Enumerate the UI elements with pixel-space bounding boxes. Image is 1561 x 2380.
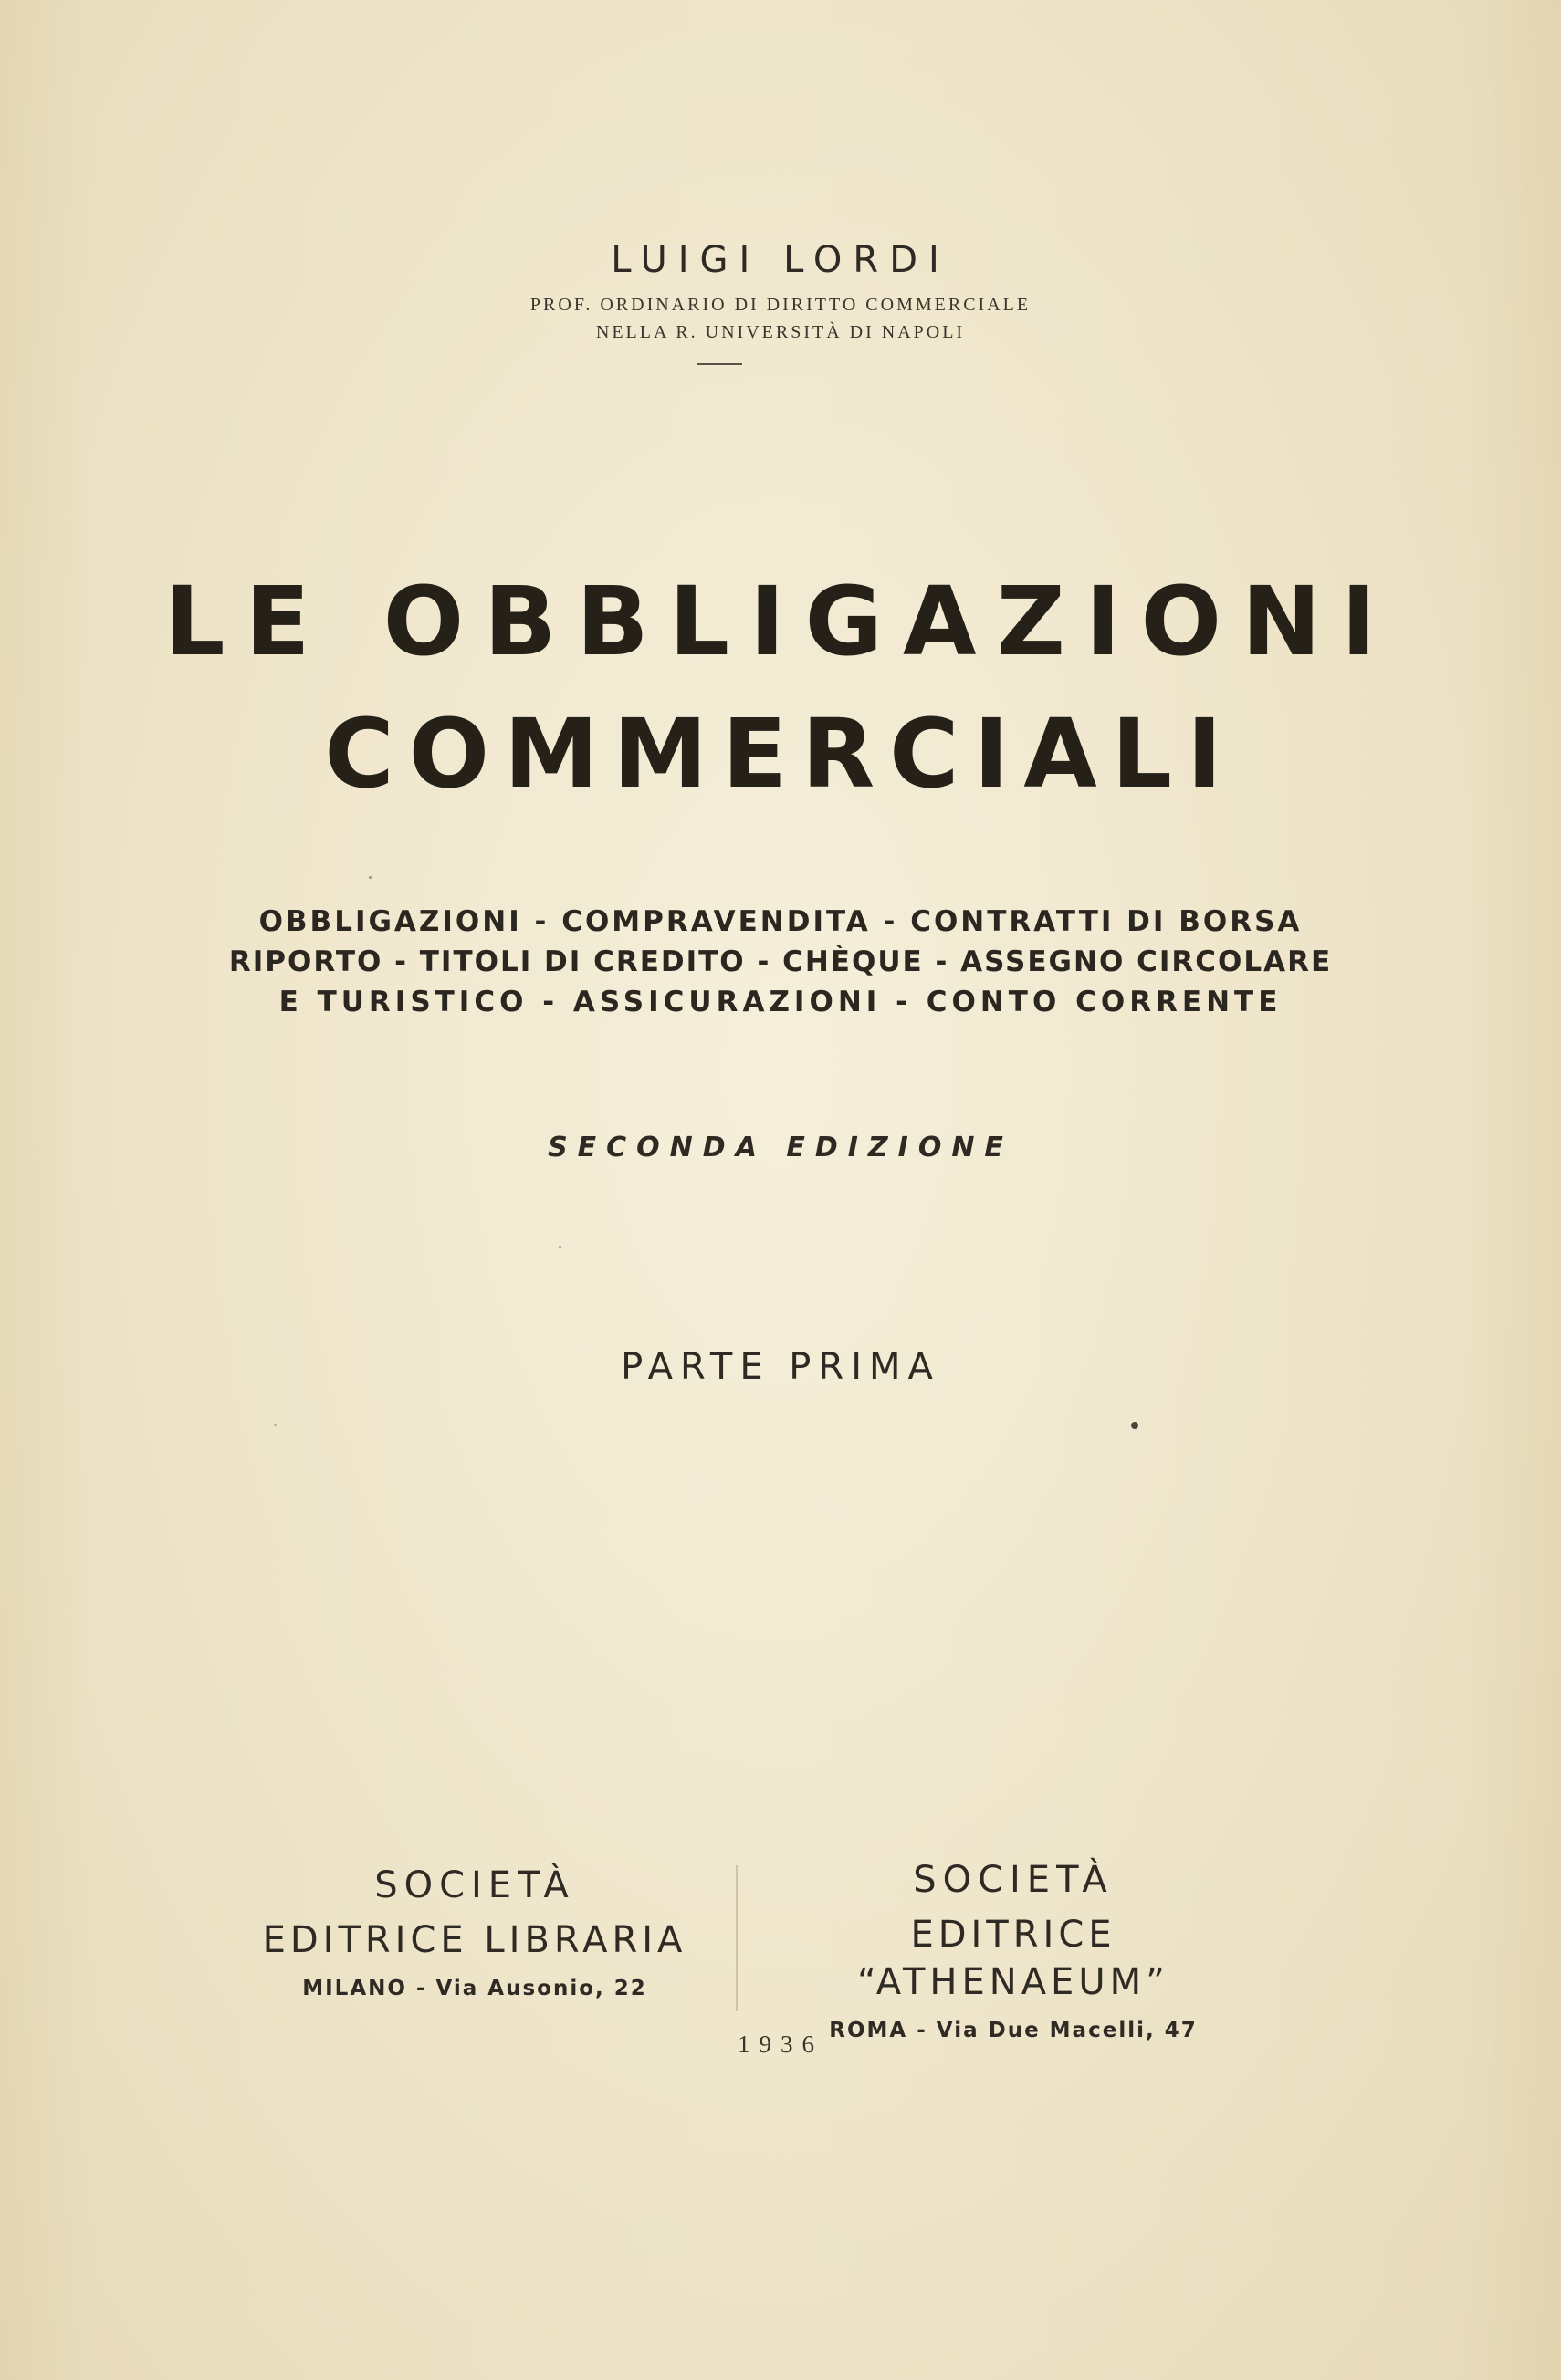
publisher-left-line-2: EDITRICE LIBRARIA	[262, 1919, 687, 1961]
publisher-left	[210, 1862, 739, 2000]
paper-speck	[1131, 1422, 1138, 1429]
book-title-line-1: LE OBBLIGAZIONI	[164, 566, 1397, 677]
paper-speck	[559, 1246, 561, 1248]
subjects-line-3: E TURISTICO - ASSICURAZIONI - CONTO CORRENTE	[278, 986, 1283, 1018]
subjects-line-1: OBBLIGAZIONI - COMPRAVENDITA - CONTRATTI DI BORSA	[258, 905, 1303, 938]
book-title-line-2: COMMERCIALI	[324, 698, 1237, 809]
publisher-left-line-1: SOCIETÀ	[374, 1864, 575, 1906]
author-name: LUIGI LORDI	[611, 239, 950, 281]
part-label: PARTE PRIMA	[621, 1346, 940, 1388]
author-affiliation-line-1: PROF. ORDINARIO DI DIRITTO COMMERCIALE	[529, 295, 1032, 315]
publisher-divider	[736, 1865, 738, 2011]
author-affiliation-line-2: NELLA R. UNIVERSITÀ DI NAPOLI	[595, 322, 966, 342]
publisher-right-line-1: SOCIETÀ	[913, 1859, 1114, 1901]
author-divider-rule	[697, 363, 742, 365]
paper-speck	[274, 1424, 277, 1426]
edition-label: SECONDA EDIZIONE	[548, 1132, 1013, 1164]
publication-year: 1936	[738, 2030, 823, 2058]
paper-speck	[369, 876, 372, 879]
publisher-right	[749, 1856, 1278, 2042]
publisher-right-line-2: EDITRICE “ATHENAEUM”	[857, 1914, 1169, 2003]
publisher-right-address: ROMA - Via Due Macelli, 47	[829, 2019, 1198, 2042]
subjects-line-2: RIPORTO - TITOLI DI CREDITO - CHÈQUE - ASSEGNO CIRCOLARE	[228, 945, 1333, 978]
publisher-left-address: MILANO - Via Ausonio, 22	[302, 1977, 647, 2000]
